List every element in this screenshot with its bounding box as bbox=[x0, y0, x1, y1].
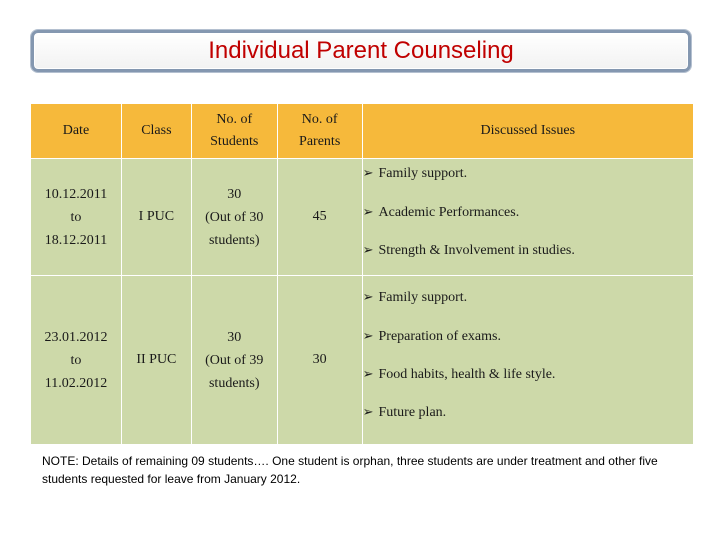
header-parents-line2: Parents bbox=[299, 134, 341, 149]
date-cell bbox=[31, 276, 122, 445]
header-issues: Discussed Issues bbox=[362, 104, 693, 159]
header-students bbox=[191, 104, 277, 159]
list-item bbox=[363, 289, 693, 307]
students-cell bbox=[191, 276, 277, 445]
issues-list bbox=[363, 165, 693, 270]
counseling-table bbox=[30, 103, 694, 445]
arrow-bullet-icon: ➢ bbox=[362, 205, 374, 220]
students-total: (Out of 30 bbox=[205, 209, 264, 225]
list-item bbox=[363, 165, 693, 183]
header-row bbox=[31, 104, 694, 159]
header-students-line2: Students bbox=[210, 134, 259, 149]
arrow-bullet-icon: ➢ bbox=[362, 290, 374, 305]
arrow-bullet-icon: ➢ bbox=[362, 243, 374, 258]
students-cell bbox=[191, 159, 277, 276]
class-cell: I PUC bbox=[121, 159, 191, 276]
list-item bbox=[363, 232, 693, 270]
list-item bbox=[363, 194, 693, 232]
table-row bbox=[31, 159, 694, 276]
date-from: 23.01.2012 bbox=[44, 329, 108, 345]
students-count: 30 bbox=[227, 186, 242, 202]
issue-text: Family support. bbox=[378, 165, 468, 181]
issue-text: Academic Performances. bbox=[378, 204, 520, 220]
page-title: Individual Parent Counseling bbox=[208, 37, 514, 64]
header-parents-line1: No. of bbox=[301, 112, 338, 127]
date-from: 10.12.2011 bbox=[44, 186, 108, 202]
issue-text: Strength & Involvement in studies. bbox=[378, 242, 575, 258]
header-parents bbox=[277, 104, 362, 159]
students-total: (Out of 39 bbox=[205, 352, 264, 368]
list-item bbox=[363, 394, 693, 432]
issues-list bbox=[363, 289, 693, 432]
issue-text: Food habits, health & life style. bbox=[378, 366, 556, 382]
parents-cell: 30 bbox=[277, 276, 362, 445]
parents-cell: 45 bbox=[277, 159, 362, 276]
footnote: NOTE: Details of remaining 09 students…. One student is orphan, three students are under treatment and other five students requested for leave from January 2012. bbox=[42, 454, 658, 486]
date-cell bbox=[31, 159, 122, 276]
title-frame bbox=[31, 30, 691, 72]
class-cell: II PUC bbox=[121, 276, 191, 445]
issue-text: Family support. bbox=[378, 289, 468, 305]
header-students-line1: No. of bbox=[216, 112, 253, 127]
issue-text: Preparation of exams. bbox=[378, 328, 501, 344]
date-separator: to bbox=[70, 209, 82, 225]
date-separator: to bbox=[70, 352, 82, 368]
students-suffix: students) bbox=[208, 232, 260, 248]
students-suffix: students) bbox=[208, 375, 260, 391]
arrow-bullet-icon: ➢ bbox=[362, 367, 374, 382]
header-date: Date bbox=[31, 104, 122, 159]
issues-cell bbox=[362, 159, 693, 276]
list-item bbox=[363, 356, 693, 394]
date-to: 11.02.2012 bbox=[44, 375, 108, 391]
list-item bbox=[363, 318, 693, 356]
arrow-bullet-icon: ➢ bbox=[362, 405, 374, 420]
students-count: 30 bbox=[227, 329, 242, 345]
arrow-bullet-icon: ➢ bbox=[362, 166, 374, 181]
header-class: Class bbox=[121, 104, 191, 159]
issue-text: Future plan. bbox=[378, 404, 447, 420]
date-to: 18.12.2011 bbox=[44, 232, 108, 248]
table-row bbox=[31, 276, 694, 445]
issues-cell bbox=[362, 276, 693, 445]
arrow-bullet-icon: ➢ bbox=[362, 329, 374, 344]
